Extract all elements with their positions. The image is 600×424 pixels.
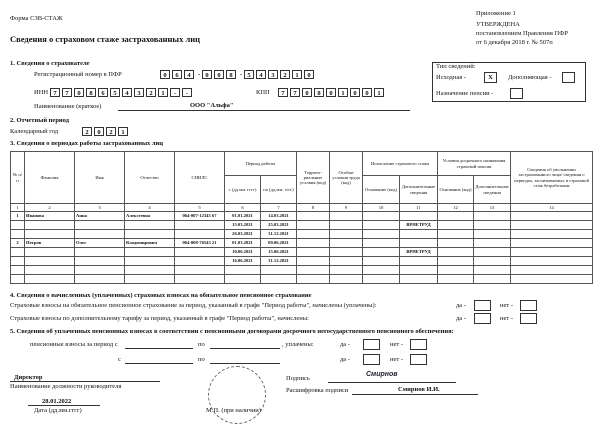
column-number-cell: 12 xyxy=(438,204,474,212)
cell-to[interactable]: 14.03.2021 xyxy=(261,212,297,221)
empty-cell[interactable] xyxy=(400,275,438,284)
cell-add-info[interactable] xyxy=(400,212,438,221)
col-basis-header: Основание (код) xyxy=(363,176,400,204)
col-addinfo2-header: Дополнительные сведения xyxy=(474,176,511,204)
col-from-header: с (дд.мм. гггг) xyxy=(225,176,261,204)
pension-from-line[interactable] xyxy=(125,348,193,349)
kpp-digit-cell[interactable]: 8 xyxy=(314,88,324,97)
table-row xyxy=(11,257,593,266)
year-digit-cell[interactable]: 2 xyxy=(82,127,92,136)
position-value[interactable]: Директор xyxy=(14,374,43,381)
column-numbers-row xyxy=(11,204,593,212)
inn-field[interactable] xyxy=(50,88,194,97)
inn-digit-cell[interactable]: 2 xyxy=(146,88,156,97)
kpp-digit-cell[interactable]: 1 xyxy=(338,88,348,97)
contrib2-yes-checkbox[interactable] xyxy=(474,313,491,324)
empty-cell[interactable] xyxy=(474,212,511,221)
kpp-digit-cell[interactable]: 0 xyxy=(350,88,360,97)
reg-digit-cell[interactable]: 5 xyxy=(244,70,254,79)
page-title: Сведения о страховом стаже застрахованных лиц xyxy=(10,34,201,44)
cell-num[interactable] xyxy=(11,257,25,266)
col-early-pension-header: Условия досрочного назначения страховой пенсии xyxy=(438,152,511,176)
contrib1-no-checkbox[interactable] xyxy=(520,300,537,311)
table-row-empty xyxy=(11,266,593,275)
info-type-additional-checkbox[interactable] xyxy=(562,72,575,83)
cell-surname[interactable]: Петров xyxy=(25,239,75,248)
col-num-header: № п/п xyxy=(11,152,25,204)
column-number-cell: 7 xyxy=(261,204,297,212)
year-label: Календарный год xyxy=(10,128,59,135)
empty-cell[interactable] xyxy=(363,230,400,239)
column-number-cell: 11 xyxy=(400,204,438,212)
empty-cell[interactable] xyxy=(75,266,125,275)
kpp-digit-cell[interactable]: 0 xyxy=(362,88,372,97)
empty-cell[interactable] xyxy=(363,221,400,230)
col-surname-header: Фамилия xyxy=(25,152,75,204)
pension2-to-label: по xyxy=(198,356,205,363)
cell-snils[interactable] xyxy=(175,257,225,266)
contrib1-yes-checkbox[interactable] xyxy=(474,300,491,311)
cell-patronymic[interactable]: Алексеевна xyxy=(125,212,175,221)
empty-cell[interactable] xyxy=(225,275,261,284)
empty-cell[interactable] xyxy=(474,230,511,239)
cell-patronymic[interactable]: Владимирович xyxy=(125,239,175,248)
empty-cell[interactable] xyxy=(474,275,511,284)
empty-cell[interactable] xyxy=(438,257,474,266)
cell-snils[interactable] xyxy=(175,221,225,230)
pension-paid-label: , уплачены: xyxy=(282,341,314,348)
cell-name[interactable] xyxy=(75,221,125,230)
empty-cell[interactable] xyxy=(125,266,175,275)
empty-cell[interactable] xyxy=(297,230,330,239)
empty-cell[interactable] xyxy=(261,266,297,275)
column-number-cell: 4 xyxy=(125,204,175,212)
cell-add-info[interactable] xyxy=(400,239,438,248)
kpp-digit-cell[interactable]: 1 xyxy=(374,88,384,97)
empty-cell[interactable] xyxy=(474,248,511,257)
empty-cell[interactable] xyxy=(363,275,400,284)
contrib2-no-label: нет - xyxy=(500,315,513,322)
cell-snils[interactable]: 064-007-12345 67 xyxy=(175,212,225,221)
column-number-cell: 14 xyxy=(511,204,593,212)
cell-name[interactable] xyxy=(75,248,125,257)
inn-digit-cell[interactable]: 1 xyxy=(158,88,168,97)
empty-cell[interactable] xyxy=(511,275,593,284)
column-number-cell: 10 xyxy=(363,204,400,212)
decoding-value[interactable]: Смирнов И.И. xyxy=(398,386,440,393)
empty-cell[interactable] xyxy=(438,221,474,230)
empty-cell[interactable] xyxy=(297,248,330,257)
col-snils-header: СНИЛС xyxy=(175,152,225,204)
approved-date: от 6 декабря 2018 г. № 507п xyxy=(476,39,553,46)
empty-cell[interactable] xyxy=(330,266,363,275)
column-number-cell: 3 xyxy=(75,204,125,212)
cell-name[interactable]: Анна xyxy=(75,212,125,221)
cell-surname[interactable] xyxy=(25,230,75,239)
empty-cell[interactable] xyxy=(330,248,363,257)
date-value[interactable]: 28.01.2022 xyxy=(42,398,72,405)
empty-cell[interactable] xyxy=(474,221,511,230)
inn-digit-cell[interactable]: 4 xyxy=(122,88,132,97)
cell-patronymic[interactable] xyxy=(125,248,175,257)
empty-cell[interactable] xyxy=(511,230,593,239)
empty-cell[interactable] xyxy=(225,266,261,275)
cell-patronymic[interactable] xyxy=(125,221,175,230)
empty-cell[interactable] xyxy=(363,257,400,266)
decoding-label: Расшифровка подписи xyxy=(286,387,349,394)
empty-cell[interactable] xyxy=(175,266,225,275)
kpp-field[interactable] xyxy=(278,88,386,97)
inn-digit-cell[interactable]: 7 xyxy=(62,88,72,97)
cell-snils[interactable]: 064-008-76543 21 xyxy=(175,239,225,248)
date-line xyxy=(28,405,100,406)
empty-cell[interactable] xyxy=(400,266,438,275)
table-row-empty xyxy=(11,275,593,284)
reg-digit-cell[interactable]: 0 xyxy=(160,70,170,79)
empty-cell[interactable] xyxy=(511,257,593,266)
work-periods-heading: 3. Сведения о периодах работы застрахованных лиц xyxy=(10,140,164,147)
reg-number-field[interactable] xyxy=(160,70,316,79)
inn-digit-cell[interactable]: 8 xyxy=(86,88,96,97)
reg-digit-cell[interactable]: 2 xyxy=(280,70,290,79)
col-dismissal-header: Сведения об увольнении застрахованного лица/ сведения о периодах, засчитываемых в страховой стаж безработным xyxy=(511,152,593,204)
column-number-cell: 13 xyxy=(474,204,511,212)
reg-digit-cell[interactable]: 0 xyxy=(304,70,314,79)
empty-cell[interactable] xyxy=(330,239,363,248)
cell-num[interactable] xyxy=(11,230,25,239)
empty-cell[interactable] xyxy=(175,275,225,284)
year-digit-cell[interactable]: 0 xyxy=(94,127,104,136)
signature-line xyxy=(328,382,456,383)
empty-cell[interactable] xyxy=(363,212,400,221)
empty-cell[interactable] xyxy=(25,275,75,284)
empty-cell[interactable] xyxy=(438,248,474,257)
stamp-circle xyxy=(208,366,266,424)
col-territorial-header: Территориальные условия (код) xyxy=(297,152,330,204)
signature[interactable]: Смирнов xyxy=(366,371,398,378)
cell-to[interactable]: 25.03.2021 xyxy=(261,221,297,230)
col-insurance-calc-header: Исчисление страхового стажа xyxy=(363,152,438,176)
cell-name[interactable]: Олег xyxy=(75,239,125,248)
cell-num[interactable]: 1 xyxy=(11,212,25,221)
info-type-original-label: Исходная - xyxy=(436,74,467,81)
empty-cell[interactable] xyxy=(330,212,363,221)
cell-from[interactable]: 01.01.2021 xyxy=(225,212,261,221)
cell-num[interactable]: 2 xyxy=(11,239,25,248)
reg-digit-cell[interactable]: 1 xyxy=(292,70,302,79)
pension-period-label: пенсионные взносы за период с xyxy=(30,341,118,348)
reg-number-label: Регистрационный номер в ПФР xyxy=(34,71,122,78)
empty-cell[interactable] xyxy=(297,266,330,275)
cell-surname[interactable] xyxy=(25,257,75,266)
cell-surname[interactable] xyxy=(25,248,75,257)
pension1-no-checkbox[interactable] xyxy=(410,339,427,350)
inn-digit-cell[interactable]: 5 xyxy=(110,88,120,97)
col-period-header: Период работы xyxy=(225,152,297,176)
cell-to[interactable]: 09.06.2021 xyxy=(261,239,297,248)
decoding-line xyxy=(352,394,478,395)
col-special-header: Особые условия труда (код) xyxy=(330,152,363,204)
empty-cell[interactable] xyxy=(363,239,400,248)
kpp-digit-cell[interactable]: 0 xyxy=(326,88,336,97)
empty-cell[interactable] xyxy=(75,275,125,284)
cell-num[interactable] xyxy=(11,221,25,230)
contributions-line2: Страховые взносы по дополнительному тарифу за период, указанный в графе "Период работы", начислены: xyxy=(10,315,309,322)
org-name-label: Наименование (краткое) xyxy=(34,103,102,110)
info-type-label: Тип сведений: xyxy=(436,63,476,70)
date-label: Дата (дд.мм.гггг) xyxy=(34,407,82,414)
cell-to[interactable]: 15.06.2021 xyxy=(261,248,297,257)
table-row xyxy=(11,239,593,248)
work-periods-table xyxy=(10,151,593,284)
position-line xyxy=(10,381,160,382)
cell-name[interactable] xyxy=(75,230,125,239)
cell-from[interactable]: 10.06.2021 xyxy=(225,248,261,257)
inn-digit-cell[interactable]: 0 xyxy=(74,88,84,97)
column-number-cell: 9 xyxy=(330,204,363,212)
col-to-header: по (дд.мм. гггг) xyxy=(261,176,297,204)
column-number-cell: 1 xyxy=(11,204,25,212)
year-digit-cell[interactable]: 2 xyxy=(106,127,116,136)
empty-cell[interactable] xyxy=(11,275,25,284)
reg-digit-cell[interactable]: 4 xyxy=(184,70,194,79)
pension-to-line[interactable] xyxy=(210,348,280,349)
reg-digit-cell[interactable]: 4 xyxy=(256,70,266,79)
inn-digit-cell[interactable]: 6 xyxy=(98,88,108,97)
contrib1-no-label: нет - xyxy=(500,302,513,309)
info-type-pension-checkbox[interactable] xyxy=(510,88,523,99)
form-name: Форма СЗВ-СТАЖ xyxy=(10,15,63,22)
pension2-no-checkbox[interactable] xyxy=(410,354,427,365)
cell-from[interactable]: 26.03.2021 xyxy=(225,230,261,239)
empty-cell[interactable] xyxy=(438,266,474,275)
separator-dash: - xyxy=(239,70,243,78)
reg-digit-cell[interactable]: 3 xyxy=(268,70,278,79)
org-name-value[interactable]: ООО "Альфа" xyxy=(190,102,234,109)
empty-cell[interactable] xyxy=(11,266,25,275)
inn-label: ИНН xyxy=(34,89,49,96)
col-name-header: Имя xyxy=(75,152,125,204)
empty-cell[interactable] xyxy=(438,212,474,221)
year-digit-cell[interactable]: 1 xyxy=(118,127,128,136)
approved-by: постановлением Правления ПФР xyxy=(476,30,568,37)
cell-from[interactable]: 01.03.2021 xyxy=(225,239,261,248)
cell-add-info[interactable]: ВРНЕТРУД xyxy=(400,221,438,230)
cell-from[interactable]: 15.03.2021 xyxy=(225,221,261,230)
info-type-additional-label: Дополняющая - xyxy=(508,74,552,81)
cell-patronymic[interactable] xyxy=(125,230,175,239)
pension1-no-label: нет - xyxy=(390,341,403,348)
empty-cell[interactable] xyxy=(438,239,474,248)
cell-surname[interactable]: Иванова xyxy=(25,212,75,221)
table-row xyxy=(11,221,593,230)
approved-label: УТВЕРЖДЕНА xyxy=(476,21,520,28)
reg-digit-cell[interactable]: 0 xyxy=(202,70,212,79)
empty-cell[interactable] xyxy=(297,239,330,248)
empty-cell[interactable] xyxy=(297,275,330,284)
cell-snils[interactable] xyxy=(175,230,225,239)
empty-cell[interactable] xyxy=(511,266,593,275)
kpp-label: КПП xyxy=(256,89,270,96)
empty-cell[interactable] xyxy=(438,230,474,239)
empty-cell[interactable] xyxy=(363,248,400,257)
col-basis2-header: Основание (код) xyxy=(438,176,474,204)
table-row xyxy=(11,212,593,221)
pension2-to-line[interactable] xyxy=(210,363,280,364)
cell-to[interactable]: 31.12.2021 xyxy=(261,257,297,266)
empty-cell[interactable] xyxy=(330,230,363,239)
cell-name[interactable] xyxy=(75,257,125,266)
contrib2-no-checkbox[interactable] xyxy=(520,313,537,324)
table-row xyxy=(11,230,593,239)
year-field[interactable] xyxy=(82,127,130,136)
empty-cell[interactable] xyxy=(330,275,363,284)
info-type-pension-label: Назначение пенсии - xyxy=(436,90,494,97)
empty-cell[interactable] xyxy=(297,257,330,266)
column-number-cell: 6 xyxy=(225,204,261,212)
empty-cell[interactable] xyxy=(474,257,511,266)
org-name-line xyxy=(118,110,410,111)
inn-digit-cell[interactable]: 3 xyxy=(134,88,144,97)
cell-patronymic[interactable] xyxy=(125,257,175,266)
position-label: Наименование должности руководителя xyxy=(10,383,122,390)
contrib2-yes-label: да - xyxy=(456,315,466,322)
kpp-digit-cell[interactable]: 7 xyxy=(290,88,300,97)
empty-cell[interactable] xyxy=(297,221,330,230)
empty-cell[interactable] xyxy=(511,212,593,221)
pension2-yes-label: да - xyxy=(340,356,350,363)
col-patronymic-header: Отчество xyxy=(125,152,175,204)
table-row xyxy=(11,248,593,257)
inn-digit-cell[interactable]: 7 xyxy=(50,88,60,97)
reg-digit-cell[interactable]: 6 xyxy=(172,70,182,79)
signature-label: Подпись xyxy=(286,375,310,382)
cell-add-info[interactable] xyxy=(400,230,438,239)
empty-cell[interactable] xyxy=(474,266,511,275)
cell-snils[interactable] xyxy=(175,248,225,257)
empty-cell[interactable] xyxy=(474,239,511,248)
pension-to-label: по xyxy=(198,341,205,348)
empty-cell[interactable] xyxy=(511,239,593,248)
cell-from[interactable]: 16.06.2021 xyxy=(225,257,261,266)
contrib1-yes-label: да - xyxy=(456,302,466,309)
pension2-from-line[interactable] xyxy=(125,363,193,364)
reg-digit-cell[interactable]: 0 xyxy=(214,70,224,79)
contributions-heading: 4. Сведения о начисленных (уплаченных) страховых взносах на обязательное пенсионное страхование xyxy=(10,292,312,299)
pension2-yes-checkbox[interactable] xyxy=(363,354,380,365)
empty-cell[interactable] xyxy=(330,221,363,230)
empty-cell[interactable] xyxy=(261,275,297,284)
empty-cell[interactable] xyxy=(511,248,593,257)
inn-digit-cell[interactable]: - xyxy=(170,88,180,97)
empty-cell[interactable] xyxy=(125,275,175,284)
pension1-yes-label: да - xyxy=(340,341,350,348)
appendix-label: Приложение 1 xyxy=(476,10,516,17)
stamp-label: М.П. (при наличии) xyxy=(206,407,261,414)
column-number-cell: 5 xyxy=(175,204,225,212)
reg-digit-cell[interactable]: 8 xyxy=(226,70,236,79)
kpp-digit-cell[interactable]: 7 xyxy=(278,88,288,97)
cell-num[interactable] xyxy=(11,248,25,257)
empty-cell[interactable] xyxy=(438,275,474,284)
inn-digit-cell[interactable]: - xyxy=(182,88,192,97)
cell-add-info[interactable] xyxy=(400,257,438,266)
empty-cell[interactable] xyxy=(25,266,75,275)
pension2-no-label: нет - xyxy=(390,356,403,363)
column-number-cell: 8 xyxy=(297,204,330,212)
empty-cell[interactable] xyxy=(330,257,363,266)
contributions-line1: Страховые взносы на обязательное пенсионное страхование за период, указанный в графе "Период работы", начислены (уплачены): xyxy=(10,302,377,309)
pension2-from-label: с xyxy=(118,356,121,363)
empty-cell[interactable] xyxy=(511,221,593,230)
kpp-digit-cell[interactable]: 0 xyxy=(302,88,312,97)
col-addinfo-header: Дополнительные сведения xyxy=(400,176,438,204)
pension-contrib-heading: 5. Сведения об уплаченных пенсионных взносах в соответствии с пенсионными договорами досрочного негосударственного пенсионного обеспечения: xyxy=(10,328,454,335)
pension1-yes-checkbox[interactable] xyxy=(363,339,380,350)
empty-cell[interactable] xyxy=(363,266,400,275)
period-heading: 2. Отчетный период xyxy=(10,117,70,124)
cell-add-info[interactable]: ВРНЕТРУД xyxy=(400,248,438,257)
empty-cell[interactable] xyxy=(297,212,330,221)
cell-surname[interactable] xyxy=(25,221,75,230)
separator-dash: - xyxy=(197,70,201,78)
column-number-cell: 2 xyxy=(25,204,75,212)
cell-to[interactable]: 31.12.2021 xyxy=(261,230,297,239)
info-type-original-checkbox[interactable]: X xyxy=(484,72,497,83)
insurer-heading: 1. Сведения о страхователе xyxy=(10,60,90,67)
